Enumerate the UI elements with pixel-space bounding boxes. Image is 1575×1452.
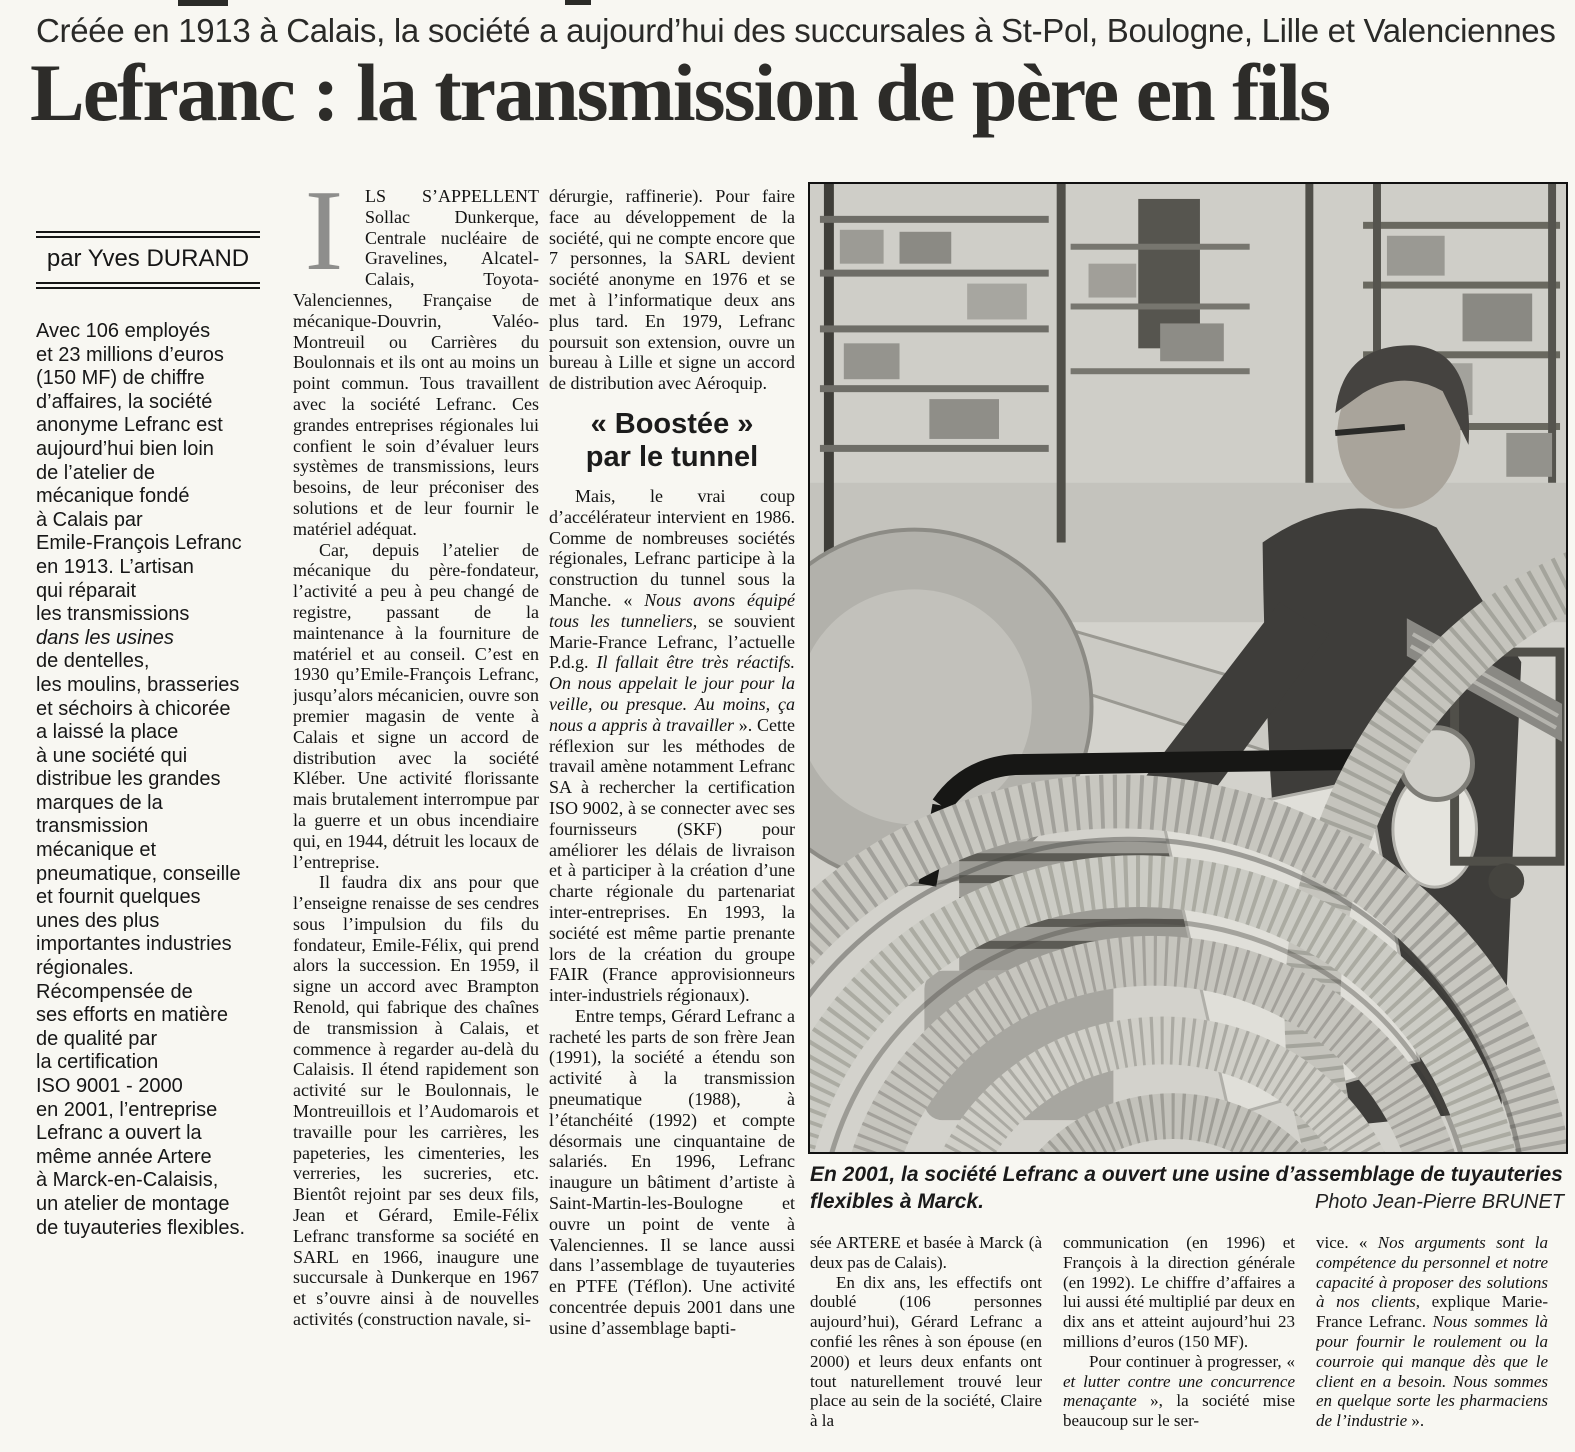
photo-caption: [810, 1161, 1566, 1215]
lead-line: Avec 106 employés: [36, 320, 211, 342]
lead-line: les transmissions: [36, 603, 190, 626]
body-text: dérurgie, raffinerie). Pour faire face au développement de la société, qui ne compte encore que 7 personnes, la SARL devient société anonyme en 1976 et se met à l’informatique deux ans plus tard. En 1979, Lefranc poursuit son extension, ouvre un bureau à Lille et signe un accord de distribution avec Aéroquip.: [549, 186, 795, 394]
lead-line: les moulins, brasseries: [36, 673, 240, 696]
lead-line: dans les usines: [36, 626, 174, 649]
body-column-1: [293, 186, 539, 1452]
lead-line: mécanique et: [36, 839, 157, 862]
paragraph: [293, 186, 539, 540]
paragraph: [810, 1233, 1042, 1273]
lead-line: distribue les grandes: [36, 768, 221, 791]
lead-line: pneumatique, conseille: [36, 862, 241, 885]
lead-line: mécanique fondé: [36, 485, 190, 508]
paragraph: [1063, 1233, 1295, 1352]
column-2-top: [549, 186, 795, 394]
lead-line: d’affaires, la société: [36, 390, 213, 413]
paragraph: [293, 872, 539, 1330]
lead-line: a laissé la place: [36, 721, 179, 744]
subhead: [549, 408, 795, 474]
subhead-line: par le tunnel: [585, 440, 759, 473]
body-text: sée ARTERE et basée à Marck (à deux pas de Calais).: [810, 1233, 1042, 1272]
subhead-line: « Boostée »: [590, 407, 754, 440]
lead-line: unes des plus: [36, 909, 160, 932]
lead-line: de tuyauteries flexibles.: [36, 1216, 246, 1239]
body-column-3: [810, 1233, 1042, 1452]
byline: [36, 231, 260, 289]
lead-line: Lefranc a ouvert la: [36, 1122, 202, 1145]
body-text: Il faudra dix ans pour que l’enseigne renaisse de ses cendres sous l’impulsion du fils du fondateur, Emile-Félix, qui prend alors la succession. En 1959, il signe un accord avec Brampton Renold, qui fabrique des chaînes de transmission à Calais, et commence à regarder au-delà du Calaisis. Il étend rapidement son activité sur le Boulonnais, le Montreuillois et l’Audomarois et travaille pour les carrières, les papeteries, les cimenteries, les verreries, les sucreries, etc. Bientôt rejoint par ses deux fils, Jean et Gérard, Emile-Félix Lefranc transforme sa société en SARL en 1966, inaugure une succursale à Dunkerque en 1967 et s’ouvre ainsi à de nouvelles activités (construction navale, si-: [293, 872, 539, 1330]
quote-text: Nous sommes là pour fournir le roulement ou la courroie qui manque dès que le client en a besoin. Nous sommes en quelque sorte les pharmaciens de l’industrie: [1316, 1312, 1548, 1431]
column-2-bottom: [549, 486, 795, 1339]
quote-text: Il fallait être très réactifs. On nous appelait le jour pour la veille, ou presque. Au moins, ça nous a appris à travailler: [549, 652, 795, 735]
body-text: ». Cette réflexion sur les méthodes de travail amène notamment Lefranc SA à rechercher la certification ISO 9002, à se connecter avec ses fournisseurs (SKF) pour améliorer les délais de livraison et à participer à la création d’une charte régionale du partenariat inter-entreprises. En 1993, la société est même partie prenante lors de la création du groupe FAIR (France approvisionneurs inter-industriels régionaux).: [549, 714, 795, 1006]
paragraph: [810, 1273, 1042, 1431]
body-text: Car, depuis l’atelier de mécanique du père-fondateur, l’activité a peu à peu changé de registre, passant de la maintenance à la fourniture de matériel et au conseil. C’est en 1930 qu’Emile-François Lefranc, jusqu’alors mécanicien, ouvre son premier magasin de vente à Calais et signe un accord de distribution avec la société Kléber. Une activité florissante mais brutalement interrompue par la guerre et un obus incendiaire qui, en 1944, détruit les locaux de l’entreprise.: [293, 539, 539, 872]
body-text: », la société mise beaucoup sur le ser-: [1063, 1391, 1295, 1431]
kicker: Créée en 1913 à Calais, la société a aujourd’hui des succursales à St-Pol, Boulogne, Lille et Valenciennes: [36, 12, 1556, 49]
body-text: LS S’APPELLENT Sollac Dunkerque, Centrale nucléaire de Gravelines, Alcatel-Calais, Toyota-Valenciennes, Française de mécanique-Douvrin, Valéo-Montreuil ou Carrières du Boulonnais et ils ont au moins un point commun. Tous travaillent avec la société Lefranc. Ces grandes entreprises régionales lui confient le soin d’évaluer leurs systèmes de transmissions, leurs besoins, de leur préconiser des solutions et de leur fournir le matériel adéquat.: [293, 186, 539, 539]
lead-line: aujourd’hui bien loin: [36, 437, 214, 460]
lead-line: et 23 millions d’euros: [36, 343, 224, 366]
lead-line: et fournit quelques: [36, 886, 201, 909]
body-text: communication (en 1996) et François à la direction générale (en 1992). Le chiffre d’affaires a lui aussi été multiplié par deux en dix ans et atteint aujourd’hui 23 millions d’euros (150 MF).: [1063, 1233, 1295, 1351]
lead-line: de dentelles,: [36, 650, 150, 673]
lead-line: à Calais par: [36, 508, 143, 531]
paragraph: [549, 486, 795, 1006]
body-column-2: [549, 186, 795, 1452]
lead-line: importantes industries: [36, 933, 232, 956]
paragraph: [549, 1006, 795, 1339]
lead-line: transmission: [36, 815, 149, 838]
paragraph: [549, 186, 795, 394]
lead-line: à Marck-en-Calaisis,: [36, 1169, 219, 1192]
body-column-5: [1316, 1233, 1548, 1452]
lead-line: à une société qui: [36, 744, 188, 767]
lead-line: anonyme Lefranc est: [36, 414, 223, 437]
paragraph: [1063, 1352, 1295, 1431]
lead-line: de qualité par: [36, 1027, 158, 1050]
lead-line: marques de la: [36, 791, 163, 814]
quote-text: et lutter contre une concurrence menaçante: [1063, 1371, 1295, 1411]
body-text: , explique Marie-France Lefranc.: [1316, 1292, 1548, 1332]
lead-line: même année Artere: [36, 1145, 212, 1168]
drop-cap: I: [304, 186, 344, 295]
quote-text: Nous avons équipé tous les tunneliers: [549, 589, 795, 631]
body-text: Mais, le vrai coup d’accélérateur intervient en 1986. Comme de nombreuses sociétés régionales, Lefranc participe à la construction du tunnel sous la Manche. «: [549, 485, 795, 610]
paragraph: [1316, 1233, 1548, 1431]
paragraph: [293, 540, 539, 873]
scan-artifact: [178, 0, 228, 6]
scan-artifact: [565, 0, 591, 5]
lead-line: ses efforts en matière: [36, 1004, 228, 1027]
factory-photo-illustration: [810, 184, 1566, 1152]
lead-line: Emile-François Lefranc: [36, 532, 242, 555]
lead-line: la certification: [36, 1051, 159, 1074]
body-text: Pour continuer à progresser, «: [1089, 1351, 1295, 1371]
headline: Lefranc : la transmission de père en fils: [30, 47, 1329, 138]
factory-photo: [808, 182, 1568, 1154]
lead-line: Récompensée de: [36, 980, 193, 1003]
lead-line: en 2001, l’entreprise: [36, 1098, 218, 1121]
lead-line: régionales.: [36, 957, 134, 980]
lead-line: de l’atelier de: [36, 461, 155, 484]
lead-line: qui réparait: [36, 579, 137, 602]
body-column-4: [1063, 1233, 1295, 1452]
photo-caption-text: En 2001, la société Lefranc a ouvert une usine d’assemblage de tuyauteries flexibles à Marck.: [810, 1163, 1563, 1213]
lead-line: en 1913. L’artisan: [36, 555, 194, 578]
quote-text: Nos arguments sont la compétence du personnel et notre capacité à proposer des solutions à nos clients: [1316, 1233, 1548, 1312]
body-text: ».: [1407, 1411, 1425, 1431]
body-text: , se souvient Marie-France Lefranc, l’actuelle P.d.g.: [549, 610, 795, 673]
lead-line: et séchoirs à chicorée: [36, 697, 231, 720]
lead-line: ISO 9001 - 2000: [36, 1075, 183, 1097]
lead-paragraph: [36, 320, 288, 1240]
body-text: Entre temps, Gérard Lefranc a racheté les parts de son frère Jean (1991), la société a étendu son activité à la transmission pneumatique (1988), à l’étanchéité (1992) et compte désormais une cinquantaine de salariés. En 1996, Lefranc inaugure un bâtiment d’artiste à Saint-Martin-les-Boulogne et ouvre un point de vente à Valenciennes. Il se lance aussi dans l’assemblage de tuyauteries en PTFE (Téflon). Une activité concentrée depuis 2001 dans une usine d’assemblage bapti-: [549, 1005, 795, 1338]
body-text: En dix ans, les effectifs ont doublé (106 personnes aujourd’hui), Gérard Lefranc a confié les rênes à son épouse (en 2000) et leurs deux enfants ont tout naturellement trouvé leur place au sein de la société, Claire à la: [810, 1272, 1042, 1431]
byline-text: par Yves DURAND: [46, 245, 250, 272]
lead-line: (150 MF) de chiffre: [36, 367, 205, 390]
photo-credit: Photo Jean-Pierre BRUNET: [1315, 1191, 1564, 1213]
body-text: vice. «: [1316, 1233, 1378, 1252]
lead-line: un atelier de montage: [36, 1192, 230, 1215]
